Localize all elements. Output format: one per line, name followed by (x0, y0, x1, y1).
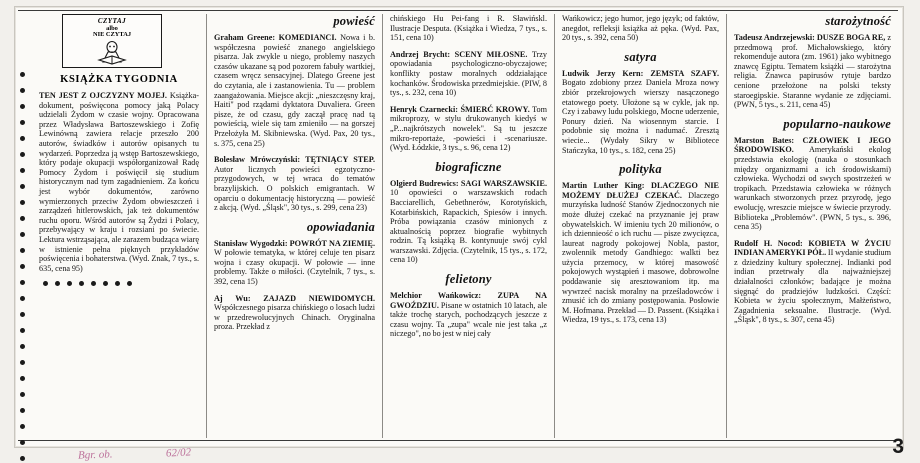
book-entry-text: W połowie tematyka, w której celuje ten pisarz wojna i czasy okupacji. W połowie — inne problemy. Także o miłości. (Czytelnik, 7 tys., s. 392, cena 15) (214, 248, 375, 287)
column-2 (206, 14, 382, 438)
book-entry-lead: Marston Bates: CZŁOWIEK I JEGO ŚRODOWISKO. (734, 135, 891, 155)
bullet-dot (67, 281, 72, 286)
book-entry-text: Książka-dokument, poświęcona pomocy jaką Polacy udzielali Żydom w czasie wojny. Opracowana przez Władysława Bartoszewskiego i Zofię Lewinówną zawiera relacje przeszło 200 autorów, świadków i autorów opisanych tu wydarzeń. Poprzedza ją wstęp Bartoszewskiego, który podaje okupacji współorganizował Radę Pomocy Żydom i poświęcił się studium historycznym nad tym zagadnieniem. Za końcu jest wybór dokumentów, zarówno wymierzonych przeciw Żydom obwieszczeń i zarządzeń hitlerowskich, jak też dokumentów ruchu oporu. Wśród autorów są Żydzi i Polacy, przebywający w kraju i rozsiani po świecie. Lektura wstrząsająca, ale zarazem budząca wiarę w istnienie pełna pięknych przykładów poświęcenia i bohaterstwa. (Wyd. Znak, 7 tys., s. 635, cena 95) (39, 91, 199, 273)
bullet-dot (20, 216, 25, 221)
book-entry-text: Pisane w ostatnich 10 latach, ale także trochę starych, pochodzących jeszcze z czasu wojny. Ta „zupa" wcale nie jest taka „z niczego", no bo jest w niej cały (390, 300, 547, 339)
bullet-dot (20, 104, 25, 109)
logo-line-3: NIE CZYTAJ (92, 31, 132, 39)
handwritten-note-right: 62/02 (165, 446, 192, 460)
book-entry-lead: Olgierd Budrewics: SAGI WARSZAWSKIE. (390, 178, 547, 188)
book-entry (214, 155, 375, 213)
book-entry-text: Tom mikroprozy, w stylu drukowanych kiedyś w „P...najkrótszych nowelek". Są tu jeszcze mikro-reportaże, -powieści i -scenariusze. (Wyd. Łódzkie, 3 tys., s. 96, cena 12) (390, 104, 547, 153)
bullet-dot (20, 376, 25, 381)
section-title-book-of-the-week: KSIĄŻKA TYGODNIA (60, 74, 178, 85)
top-rule (18, 10, 898, 11)
bullet-dot (20, 248, 25, 253)
book-entry-continuation (390, 14, 547, 43)
book-entry-lead: Henryk Czarnecki: ŚMIERĆ KROWY. (390, 104, 530, 114)
book-entry (39, 91, 199, 273)
book-entry-text: 10 opowieści o warszawskich rodach Bacciarellich, Gebethnerów, Korotyńskich, Kotarbińskich, Rapackich, Spiesów i innych. Próba powiązania czasów minionych z aktualnością poprzez biografie wybitnych rodzin. Tą książką B. kontynuuje swój cykl warszawski. Zdjęcia. (Czytelnik, 15 tys., s. 172, cena 10) (390, 188, 547, 265)
bullet-dot (20, 200, 25, 205)
bullet-dot (20, 392, 25, 397)
bullet-dot (127, 281, 132, 286)
book-entry (390, 291, 547, 339)
bullet-dot (20, 152, 25, 157)
bullet-dot (20, 440, 25, 445)
section-heading-powiesc: powieść (333, 14, 375, 28)
book-entry-lead: Aj Wu: ZAJAZD NIEWIDOMYCH. (214, 293, 375, 303)
book-entry-text: Amerykański ekolog przedstawia ekologię (nauka o stosunkach między organizmami a ich środowiskami) człowieka. Wychodzi od swych spostrzeżeń w tropikach. Przedstawia człowieka w różnych warunkach stworzonych przez przyrodę, jego ewolucję, wreszcie miejsce w świecie przyrody. Biblioteka „Problemów". (PWN, 5 tys., s. 396, cena 35) (734, 145, 891, 232)
bullet-dot (20, 280, 25, 285)
bullet-dot (43, 281, 48, 286)
book-entry-text: Autor licznych powieści egzotyczno-przygodowych, w tej wraca do tematów brazylijskich. O polskich emigrantach. W oparciu o dokumentację historyczną — powieść z akcją. (Wyd. „Śląsk", 30 tys., s. 299, cena 23) (214, 164, 375, 213)
book-entry (390, 105, 547, 153)
book-entry-text: Nowa i b. współczesna powieść znanego angielskiego pisarza. Jak zwykle u niego, problemy naszych czasów ukazane są pod pozorem fabuły wartkiej, czasem wręcz sensacyjnej. Dlatego Greene jest do czytania, ale i zastanowienia. Tu — problem zaangażowania. Miejsce akcji: „nieszczęsny kraj, Haiti" pod rządami dyktatora Duvaliera. Green pisze, że od czasu, gdy zaczął pracę nad tą powieścią, wiele się tam zmieniło — na gorszej Przełożyła M. Skibniewska. (Wyd. Pax, 20 tys., s. 375, cena 25) (214, 33, 375, 148)
book-entry (390, 179, 547, 265)
bullet-dot (20, 344, 25, 349)
book-entry (214, 294, 375, 332)
book-entry (214, 239, 375, 287)
column-1-body (25, 74, 199, 286)
section-heading-satyra: satyra (624, 49, 657, 64)
logo-line-2: albo (106, 24, 118, 32)
section-heading-opowiadania: opowiadania (306, 219, 375, 234)
bullet-dot (20, 408, 25, 413)
book-entry-text: II wydanie studium z dziedziny kultury społecznej. Indianki pod indian przetrwały dla najważniejszej działalności członków; badające je można sięgnąć do pradziejów ludzkości. Częścí: Kobieta w życiu społecznym, Małżeństwo, Zagadnienia seksualne. Ilustracje. (Wyd. „Śląsk", 8 tys., s. 307, cena 45) (734, 248, 891, 325)
column-1 (18, 14, 206, 438)
book-entry-lead: Melchior Wańkowicz: ZUPA NA GWOŹDZIU. (390, 291, 547, 310)
book-entry-text: Wańkowicz; jego humor, jego język; od faktów, anegdot, refleksji książka aż pęka. (Wyd. Pax, 20 tys., s. 392, cena 50) (562, 14, 719, 43)
book-entry (562, 181, 719, 325)
logo-line-1: CZYTAJ (97, 17, 127, 25)
bullet-dot (20, 424, 25, 429)
book-entry-text: Dlaczego murzyńska ludność Stanów Zjednoczonych nie może dłużej czekać na przyznanie jej praw obywatelskich. W imieniu tych 20 milionów, o ich dziennieość o ich ruchu — pisze zwycięzca, laureat nagrody pokojowej Nobla, pastor, zwolennik metody Gandhiego: walkti bez użycia przemocy, w której masowość pokojowych wystąpień i masowe, dobrowolne poddawanie się aresztowaniom itp. ma wywrzeć nacisk moralny na prześladowców i zmusić ich do zmiany postępowania. Posłowie M. Hofmana. Przekład — D. Passent. (Książka i Wiedza, 19 tys., s. 173, cena 13) (562, 190, 719, 325)
book-entry (734, 239, 891, 325)
bullet-dot (103, 281, 108, 286)
section-heading-popularno-naukowe: popularno-naukowe (783, 116, 891, 131)
bullet-dot (20, 312, 25, 317)
column-grid (18, 14, 898, 438)
book-entry (734, 33, 891, 110)
bullet-dot (20, 120, 25, 125)
masthead-logo (62, 14, 162, 68)
reader-figure-icon (95, 40, 129, 66)
bullet-row (39, 281, 199, 286)
book-entry-lead: TEN JEST Z OJCZYZNY MOJEJ. (39, 91, 167, 100)
book-entry-text: Bogato zdobiony przez Daniela Mroza nowy zbiór przekrojowych wierszy nasączonego etatowego poety. Ułożone są w cykle, jak np. Czy i zabawy ludu polskiego, Mocne uderzenie, Ponury dzień. Na wiosennym starcie. I podobnie się można i nadumać. Zresztą wiecie... (Wydały Sikry w Bibliotece Stańczyka, 10 tys., s. 182, cena 25) (562, 78, 719, 155)
book-entry-lead: Andrzej Brycht: SCENY MIŁOSNE. (390, 49, 528, 59)
bullet-dot (20, 184, 25, 189)
bullet-rail (20, 72, 30, 463)
bullet-dot (20, 264, 25, 269)
bullet-dot (20, 168, 25, 173)
book-entry (734, 136, 891, 232)
book-entry-lead: Bolesław Mrówczyński: TĘTNIĄCY STEP. (214, 155, 375, 165)
bullet-dot (20, 136, 25, 141)
bullet-dot (20, 72, 25, 77)
handwritten-note-left: Bgr. ob. (77, 448, 113, 462)
bullet-dot (79, 281, 84, 286)
book-entry (390, 50, 547, 98)
section-heading-felietony: felietony (445, 272, 492, 287)
page-number: 3 (892, 435, 904, 458)
bullet-dot (20, 360, 25, 365)
column-3 (382, 14, 554, 438)
bullet-dot (115, 281, 120, 286)
column-4 (554, 14, 726, 438)
book-entry-text: Trzy opowiadania psychologiczno-obyczajowe; konflikty postaw moralnych oddziałające kochanków. Środowiska przedmiejskie. (PIW, 8 tys., s. 232, cena 10) (390, 49, 547, 98)
bullet-dot (20, 456, 25, 461)
book-entry-lead: Rudolf H. Nocod: KOBIETA W ŻYCIU INDIAN AMERYKI PÓŁ. (734, 238, 891, 258)
section-heading-starozytnosc: starożytność (825, 14, 891, 28)
column-5 (726, 14, 898, 438)
bullet-dot (91, 281, 96, 286)
bullet-dot (20, 296, 25, 301)
bullet-dot (20, 232, 25, 237)
book-entry-lead: Stanisław Wygodzki: POWRÓT NA ZIEMIĘ. (214, 238, 375, 248)
book-entry (214, 33, 375, 148)
section-heading-biograficzne: biograficzne (435, 159, 502, 174)
book-entry-lead: Martin Luther King: DLACZEGO NIE MOŻEMY DŁUŻEJ CZEKAĆ. (562, 181, 719, 200)
bullet-dot (20, 328, 25, 333)
book-entry-text: chińskiego Hu Pei-fang i R. Sławińskl. Ilustracje Desputa. (Książka i Wiedza, 7 tys., s. 151, cena 10) (390, 14, 547, 43)
book-entry-lead: Graham Greene: KOMEDIANCI. (214, 33, 337, 42)
bullet-dot (20, 88, 25, 93)
book-entry-continuation (562, 14, 719, 43)
book-entry-lead: Ludwik Jerzy Kern: ZEMSTA SZAFY. (562, 68, 719, 78)
book-entry (562, 69, 719, 155)
bottom-rule (18, 440, 898, 441)
section-heading-polityka: polityka (619, 162, 662, 177)
book-entry-lead: Tadeusz Andrzejewski: DUSZE BOGA RE, (734, 33, 886, 42)
book-entry-text: z przedmową prof. Michałowskiego, który rekomenduje autora (zm. 1961) jako wybitnego znawcę Egiptu. Tematem książki — starożytna religia. Znawca papirusów rytuje bardzo cenione przełożone na polski teksty staroegipskie. Staranne wydanie ze zdjęciami. (PWN, 5 tys., s. 211, cena 45) (734, 33, 891, 110)
bullet-dot (55, 281, 60, 286)
book-entry-text: Współczesnego pisarza chińskiego o losach ludzi w przedrewolucyjnych Chinach. Oryginalna proza. Przekład z (214, 303, 375, 332)
